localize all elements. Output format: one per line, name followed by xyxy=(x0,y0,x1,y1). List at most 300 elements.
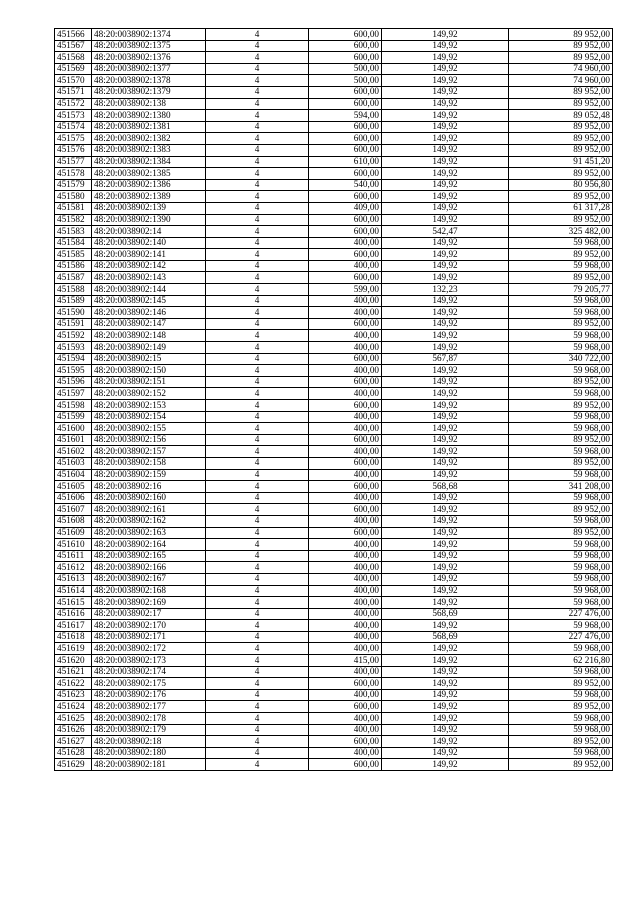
cadastral-number-cell: 48:20:0038902:166 xyxy=(92,562,206,574)
cadastral-value-table xyxy=(54,28,613,771)
row-number-cell: 451599 xyxy=(55,411,92,423)
table-row xyxy=(55,191,613,203)
unit-value-cell: 149,92 xyxy=(382,423,509,435)
table-row xyxy=(55,620,613,632)
unit-value-cell: 149,92 xyxy=(382,724,509,736)
row-number-cell: 451613 xyxy=(55,573,92,585)
unit-value-cell: 149,92 xyxy=(382,434,509,446)
cadastral-value-cell: 227 476,00 xyxy=(509,608,613,620)
area-cell: 600,00 xyxy=(309,736,382,748)
category-cell: 4 xyxy=(206,666,309,678)
unit-value-cell: 149,92 xyxy=(382,550,509,562)
cadastral-number-cell: 48:20:0038902:18 xyxy=(92,736,206,748)
table-row xyxy=(55,655,613,667)
cadastral-value-cell: 89 952,00 xyxy=(509,98,613,110)
category-cell: 4 xyxy=(206,643,309,655)
cadastral-value-cell: 89 952,00 xyxy=(509,376,613,388)
cadastral-value-cell: 89 952,00 xyxy=(509,214,613,226)
row-number-cell: 451568 xyxy=(55,52,92,64)
cadastral-value-cell: 89 952,00 xyxy=(509,400,613,412)
cadastral-value-cell: 59 968,00 xyxy=(509,423,613,435)
category-cell: 4 xyxy=(206,388,309,400)
unit-value-cell: 149,92 xyxy=(382,376,509,388)
table-row xyxy=(55,400,613,412)
category-cell: 4 xyxy=(206,295,309,307)
row-number-cell: 451614 xyxy=(55,585,92,597)
category-cell: 4 xyxy=(206,736,309,748)
cadastral-value-cell: 89 952,00 xyxy=(509,133,613,145)
area-cell: 400,00 xyxy=(309,666,382,678)
category-cell: 4 xyxy=(206,573,309,585)
unit-value-cell: 149,92 xyxy=(382,736,509,748)
area-cell: 400,00 xyxy=(309,631,382,643)
unit-value-cell: 149,92 xyxy=(382,527,509,539)
area-cell: 600,00 xyxy=(309,434,382,446)
area-cell: 600,00 xyxy=(309,527,382,539)
area-cell: 400,00 xyxy=(309,585,382,597)
cadastral-value-cell: 59 968,00 xyxy=(509,585,613,597)
row-number-cell: 451575 xyxy=(55,133,92,145)
unit-value-cell: 149,92 xyxy=(382,179,509,191)
cadastral-value-cell: 74 960,00 xyxy=(509,63,613,75)
unit-value-cell: 149,92 xyxy=(382,747,509,759)
cadastral-number-cell: 48:20:0038902:1380 xyxy=(92,110,206,122)
cadastral-number-cell: 48:20:0038902:155 xyxy=(92,423,206,435)
row-number-cell: 451572 xyxy=(55,98,92,110)
category-cell: 4 xyxy=(206,168,309,180)
row-number-cell: 451580 xyxy=(55,191,92,203)
cadastral-value-cell: 59 968,00 xyxy=(509,689,613,701)
area-cell: 600,00 xyxy=(309,457,382,469)
cadastral-number-cell: 48:20:0038902:152 xyxy=(92,388,206,400)
table-row xyxy=(55,608,613,620)
row-number-cell: 451593 xyxy=(55,342,92,354)
area-cell: 600,00 xyxy=(309,40,382,52)
table-row xyxy=(55,550,613,562)
cadastral-number-cell: 48:20:0038902:178 xyxy=(92,713,206,725)
cadastral-value-cell: 89 952,00 xyxy=(509,504,613,516)
category-cell: 4 xyxy=(206,608,309,620)
category-cell: 4 xyxy=(206,539,309,551)
row-number-cell: 451594 xyxy=(55,353,92,365)
cadastral-value-cell: 59 968,00 xyxy=(509,342,613,354)
row-number-cell: 451591 xyxy=(55,318,92,330)
table-row xyxy=(55,52,613,64)
cadastral-value-cell: 79 205,77 xyxy=(509,284,613,296)
cadastral-number-cell: 48:20:0038902:1377 xyxy=(92,63,206,75)
unit-value-cell: 149,92 xyxy=(382,620,509,632)
category-cell: 4 xyxy=(206,434,309,446)
category-cell: 4 xyxy=(206,237,309,249)
table-row xyxy=(55,318,613,330)
cadastral-number-cell: 48:20:0038902:167 xyxy=(92,573,206,585)
area-cell: 600,00 xyxy=(309,759,382,771)
unit-value-cell: 568,69 xyxy=(382,608,509,620)
cadastral-value-cell: 59 968,00 xyxy=(509,562,613,574)
category-cell: 4 xyxy=(206,469,309,481)
cadastral-value-cell: 227 476,00 xyxy=(509,631,613,643)
category-cell: 4 xyxy=(206,272,309,284)
table-row xyxy=(55,226,613,238)
area-cell: 600,00 xyxy=(309,121,382,133)
row-number-cell: 451619 xyxy=(55,643,92,655)
area-cell: 600,00 xyxy=(309,353,382,365)
unit-value-cell: 542,47 xyxy=(382,226,509,238)
category-cell: 4 xyxy=(206,504,309,516)
category-cell: 4 xyxy=(206,400,309,412)
cadastral-value-cell: 89 952,00 xyxy=(509,759,613,771)
cadastral-value-cell: 341 208,00 xyxy=(509,481,613,493)
table-row xyxy=(55,214,613,226)
cadastral-value-cell: 89 952,00 xyxy=(509,40,613,52)
row-number-cell: 451607 xyxy=(55,504,92,516)
area-cell: 400,00 xyxy=(309,423,382,435)
unit-value-cell: 149,92 xyxy=(382,249,509,261)
unit-value-cell: 149,92 xyxy=(382,492,509,504)
category-cell: 4 xyxy=(206,98,309,110)
category-cell: 4 xyxy=(206,655,309,667)
table-row xyxy=(55,388,613,400)
table-row xyxy=(55,515,613,527)
category-cell: 4 xyxy=(206,365,309,377)
cadastral-number-cell: 48:20:0038902:156 xyxy=(92,434,206,446)
unit-value-cell: 132,23 xyxy=(382,284,509,296)
area-cell: 400,00 xyxy=(309,411,382,423)
category-cell: 4 xyxy=(206,689,309,701)
unit-value-cell: 149,92 xyxy=(382,133,509,145)
cadastral-number-cell: 48:20:0038902:149 xyxy=(92,342,206,354)
row-number-cell: 451573 xyxy=(55,110,92,122)
cadastral-number-cell: 48:20:0038902:163 xyxy=(92,527,206,539)
area-cell: 400,00 xyxy=(309,608,382,620)
row-number-cell: 451625 xyxy=(55,713,92,725)
area-cell: 599,00 xyxy=(309,284,382,296)
cadastral-value-cell: 89 952,00 xyxy=(509,736,613,748)
row-number-cell: 451588 xyxy=(55,284,92,296)
category-cell: 4 xyxy=(206,492,309,504)
cadastral-number-cell: 48:20:0038902:1385 xyxy=(92,168,206,180)
table-row xyxy=(55,481,613,493)
cadastral-number-cell: 48:20:0038902:1381 xyxy=(92,121,206,133)
table-row xyxy=(55,260,613,272)
row-number-cell: 451606 xyxy=(55,492,92,504)
table-row xyxy=(55,573,613,585)
row-number-cell: 451615 xyxy=(55,597,92,609)
cadastral-value-cell: 89 952,00 xyxy=(509,249,613,261)
table-row xyxy=(55,144,613,156)
area-cell: 400,00 xyxy=(309,307,382,319)
unit-value-cell: 149,92 xyxy=(382,202,509,214)
row-number-cell: 451582 xyxy=(55,214,92,226)
area-cell: 610,00 xyxy=(309,156,382,168)
cadastral-number-cell: 48:20:0038902:142 xyxy=(92,260,206,272)
cadastral-value-cell: 59 968,00 xyxy=(509,411,613,423)
table-row xyxy=(55,736,613,748)
area-cell: 540,00 xyxy=(309,179,382,191)
unit-value-cell: 149,92 xyxy=(382,29,509,41)
row-number-cell: 451604 xyxy=(55,469,92,481)
cadastral-value-cell: 59 968,00 xyxy=(509,539,613,551)
unit-value-cell: 149,92 xyxy=(382,86,509,98)
cadastral-number-cell: 48:20:0038902:1389 xyxy=(92,191,206,203)
cadastral-number-cell: 48:20:0038902:169 xyxy=(92,597,206,609)
category-cell: 4 xyxy=(206,318,309,330)
unit-value-cell: 149,92 xyxy=(382,713,509,725)
area-cell: 400,00 xyxy=(309,747,382,759)
cadastral-number-cell: 48:20:0038902:173 xyxy=(92,655,206,667)
cadastral-number-cell: 48:20:0038902:174 xyxy=(92,666,206,678)
area-cell: 600,00 xyxy=(309,98,382,110)
area-cell: 409,00 xyxy=(309,202,382,214)
unit-value-cell: 149,92 xyxy=(382,237,509,249)
row-number-cell: 451598 xyxy=(55,400,92,412)
area-cell: 600,00 xyxy=(309,144,382,156)
unit-value-cell: 149,92 xyxy=(382,689,509,701)
table-row xyxy=(55,689,613,701)
table-row xyxy=(55,469,613,481)
table-row xyxy=(55,330,613,342)
cadastral-number-cell: 48:20:0038902:148 xyxy=(92,330,206,342)
table-row xyxy=(55,353,613,365)
cadastral-value-cell: 89 952,00 xyxy=(509,86,613,98)
cadastral-value-cell: 89 952,00 xyxy=(509,191,613,203)
area-cell: 600,00 xyxy=(309,318,382,330)
category-cell: 4 xyxy=(206,585,309,597)
cadastral-number-cell: 48:20:0038902:151 xyxy=(92,376,206,388)
table-row xyxy=(55,562,613,574)
cadastral-number-cell: 48:20:0038902:141 xyxy=(92,249,206,261)
category-cell: 4 xyxy=(206,29,309,41)
area-cell: 400,00 xyxy=(309,724,382,736)
row-number-cell: 451577 xyxy=(55,156,92,168)
table-row xyxy=(55,585,613,597)
category-cell: 4 xyxy=(206,40,309,52)
table-row xyxy=(55,643,613,655)
cadastral-number-cell: 48:20:0038902:143 xyxy=(92,272,206,284)
table-row xyxy=(55,457,613,469)
cadastral-number-cell: 48:20:0038902:179 xyxy=(92,724,206,736)
category-cell: 4 xyxy=(206,724,309,736)
area-cell: 400,00 xyxy=(309,330,382,342)
category-cell: 4 xyxy=(206,284,309,296)
cadastral-value-cell: 59 968,00 xyxy=(509,295,613,307)
area-cell: 600,00 xyxy=(309,701,382,713)
row-number-cell: 451586 xyxy=(55,260,92,272)
cadastral-number-cell: 48:20:0038902:161 xyxy=(92,504,206,516)
cadastral-number-cell: 48:20:0038902:177 xyxy=(92,701,206,713)
unit-value-cell: 568,69 xyxy=(382,631,509,643)
unit-value-cell: 149,92 xyxy=(382,469,509,481)
cadastral-number-cell: 48:20:0038902:159 xyxy=(92,469,206,481)
area-cell: 400,00 xyxy=(309,388,382,400)
category-cell: 4 xyxy=(206,411,309,423)
cadastral-number-cell: 48:20:0038902:138 xyxy=(92,98,206,110)
table-row xyxy=(55,747,613,759)
area-cell: 500,00 xyxy=(309,63,382,75)
unit-value-cell: 149,92 xyxy=(382,272,509,284)
row-number-cell: 451609 xyxy=(55,527,92,539)
cadastral-number-cell: 48:20:0038902:15 xyxy=(92,353,206,365)
table-row xyxy=(55,376,613,388)
area-cell: 400,00 xyxy=(309,550,382,562)
category-cell: 4 xyxy=(206,156,309,168)
unit-value-cell: 149,92 xyxy=(382,666,509,678)
row-number-cell: 451590 xyxy=(55,307,92,319)
cadastral-number-cell: 48:20:0038902:153 xyxy=(92,400,206,412)
cadastral-number-cell: 48:20:0038902:16 xyxy=(92,481,206,493)
cadastral-value-cell: 89 952,00 xyxy=(509,434,613,446)
cadastral-value-cell: 59 968,00 xyxy=(509,597,613,609)
category-cell: 4 xyxy=(206,249,309,261)
unit-value-cell: 149,92 xyxy=(382,539,509,551)
table-row xyxy=(55,666,613,678)
row-number-cell: 451579 xyxy=(55,179,92,191)
cadastral-number-cell: 48:20:0038902:162 xyxy=(92,515,206,527)
table-row xyxy=(55,237,613,249)
row-number-cell: 451618 xyxy=(55,631,92,643)
unit-value-cell: 149,92 xyxy=(382,307,509,319)
category-cell: 4 xyxy=(206,202,309,214)
area-cell: 600,00 xyxy=(309,376,382,388)
table-row xyxy=(55,446,613,458)
cadastral-number-cell: 48:20:0038902:168 xyxy=(92,585,206,597)
cadastral-number-cell: 48:20:0038902:1384 xyxy=(92,156,206,168)
row-number-cell: 451605 xyxy=(55,481,92,493)
unit-value-cell: 567,87 xyxy=(382,353,509,365)
category-cell: 4 xyxy=(206,226,309,238)
category-cell: 4 xyxy=(206,423,309,435)
cadastral-value-cell: 62 216,80 xyxy=(509,655,613,667)
cadastral-value-cell: 74 960,00 xyxy=(509,75,613,87)
row-number-cell: 451616 xyxy=(55,608,92,620)
cadastral-value-cell: 59 968,00 xyxy=(509,237,613,249)
unit-value-cell: 149,92 xyxy=(382,562,509,574)
area-cell: 500,00 xyxy=(309,75,382,87)
area-cell: 600,00 xyxy=(309,272,382,284)
cadastral-value-cell: 89 952,00 xyxy=(509,29,613,41)
cadastral-value-cell: 59 968,00 xyxy=(509,724,613,736)
table-row xyxy=(55,701,613,713)
cadastral-number-cell: 48:20:0038902:180 xyxy=(92,747,206,759)
cadastral-value-cell: 59 968,00 xyxy=(509,515,613,527)
table-body xyxy=(55,29,613,771)
area-cell: 400,00 xyxy=(309,446,382,458)
unit-value-cell: 149,92 xyxy=(382,156,509,168)
category-cell: 4 xyxy=(206,307,309,319)
cadastral-number-cell: 48:20:0038902:145 xyxy=(92,295,206,307)
table-row xyxy=(55,759,613,771)
area-cell: 400,00 xyxy=(309,469,382,481)
cadastral-number-cell: 48:20:0038902:158 xyxy=(92,457,206,469)
unit-value-cell: 149,92 xyxy=(382,388,509,400)
row-number-cell: 451571 xyxy=(55,86,92,98)
unit-value-cell: 149,92 xyxy=(382,585,509,597)
area-cell: 400,00 xyxy=(309,295,382,307)
row-number-cell: 451585 xyxy=(55,249,92,261)
unit-value-cell: 149,92 xyxy=(382,40,509,52)
row-number-cell: 451578 xyxy=(55,168,92,180)
area-cell: 400,00 xyxy=(309,342,382,354)
cadastral-number-cell: 48:20:0038902:165 xyxy=(92,550,206,562)
row-number-cell: 451584 xyxy=(55,237,92,249)
row-number-cell: 451621 xyxy=(55,666,92,678)
unit-value-cell: 149,92 xyxy=(382,295,509,307)
unit-value-cell: 149,92 xyxy=(382,678,509,690)
row-number-cell: 451570 xyxy=(55,75,92,87)
table-row xyxy=(55,539,613,551)
cadastral-value-cell: 61 317,28 xyxy=(509,202,613,214)
row-number-cell: 451596 xyxy=(55,376,92,388)
unit-value-cell: 149,92 xyxy=(382,597,509,609)
cadastral-number-cell: 48:20:0038902:146 xyxy=(92,307,206,319)
table-row xyxy=(55,75,613,87)
table-row xyxy=(55,492,613,504)
cadastral-number-cell: 48:20:0038902:139 xyxy=(92,202,206,214)
cadastral-value-cell: 59 968,00 xyxy=(509,307,613,319)
row-number-cell: 451602 xyxy=(55,446,92,458)
row-number-cell: 451610 xyxy=(55,539,92,551)
unit-value-cell: 568,68 xyxy=(382,481,509,493)
table-row xyxy=(55,284,613,296)
cadastral-value-cell: 89 952,00 xyxy=(509,701,613,713)
area-cell: 600,00 xyxy=(309,168,382,180)
area-cell: 594,00 xyxy=(309,110,382,122)
row-number-cell: 451583 xyxy=(55,226,92,238)
cadastral-number-cell: 48:20:0038902:1376 xyxy=(92,52,206,64)
unit-value-cell: 149,92 xyxy=(382,573,509,585)
area-cell: 600,00 xyxy=(309,29,382,41)
table-row xyxy=(55,504,613,516)
category-cell: 4 xyxy=(206,191,309,203)
unit-value-cell: 149,92 xyxy=(382,342,509,354)
cadastral-value-cell: 59 968,00 xyxy=(509,260,613,272)
category-cell: 4 xyxy=(206,713,309,725)
row-number-cell: 451612 xyxy=(55,562,92,574)
area-cell: 600,00 xyxy=(309,133,382,145)
cadastral-value-cell: 91 451,20 xyxy=(509,156,613,168)
table-row xyxy=(55,202,613,214)
unit-value-cell: 149,92 xyxy=(382,168,509,180)
unit-value-cell: 149,92 xyxy=(382,446,509,458)
category-cell: 4 xyxy=(206,620,309,632)
row-number-cell: 451608 xyxy=(55,515,92,527)
category-cell: 4 xyxy=(206,631,309,643)
row-number-cell: 451576 xyxy=(55,144,92,156)
cadastral-value-cell: 89 952,00 xyxy=(509,144,613,156)
table-row xyxy=(55,597,613,609)
unit-value-cell: 149,92 xyxy=(382,214,509,226)
cadastral-value-cell: 80 956,80 xyxy=(509,179,613,191)
row-number-cell: 451617 xyxy=(55,620,92,632)
cadastral-number-cell: 48:20:0038902:172 xyxy=(92,643,206,655)
cadastral-number-cell: 48:20:0038902:1374 xyxy=(92,29,206,41)
table-row xyxy=(55,295,613,307)
area-cell: 600,00 xyxy=(309,678,382,690)
cadastral-number-cell: 48:20:0038902:147 xyxy=(92,318,206,330)
table-row xyxy=(55,411,613,423)
unit-value-cell: 149,92 xyxy=(382,121,509,133)
category-cell: 4 xyxy=(206,214,309,226)
row-number-cell: 451595 xyxy=(55,365,92,377)
cadastral-number-cell: 48:20:0038902:17 xyxy=(92,608,206,620)
category-cell: 4 xyxy=(206,144,309,156)
area-cell: 600,00 xyxy=(309,52,382,64)
row-number-cell: 451601 xyxy=(55,434,92,446)
cadastral-number-cell: 48:20:0038902:14 xyxy=(92,226,206,238)
table-row xyxy=(55,724,613,736)
row-number-cell: 451622 xyxy=(55,678,92,690)
category-cell: 4 xyxy=(206,63,309,75)
